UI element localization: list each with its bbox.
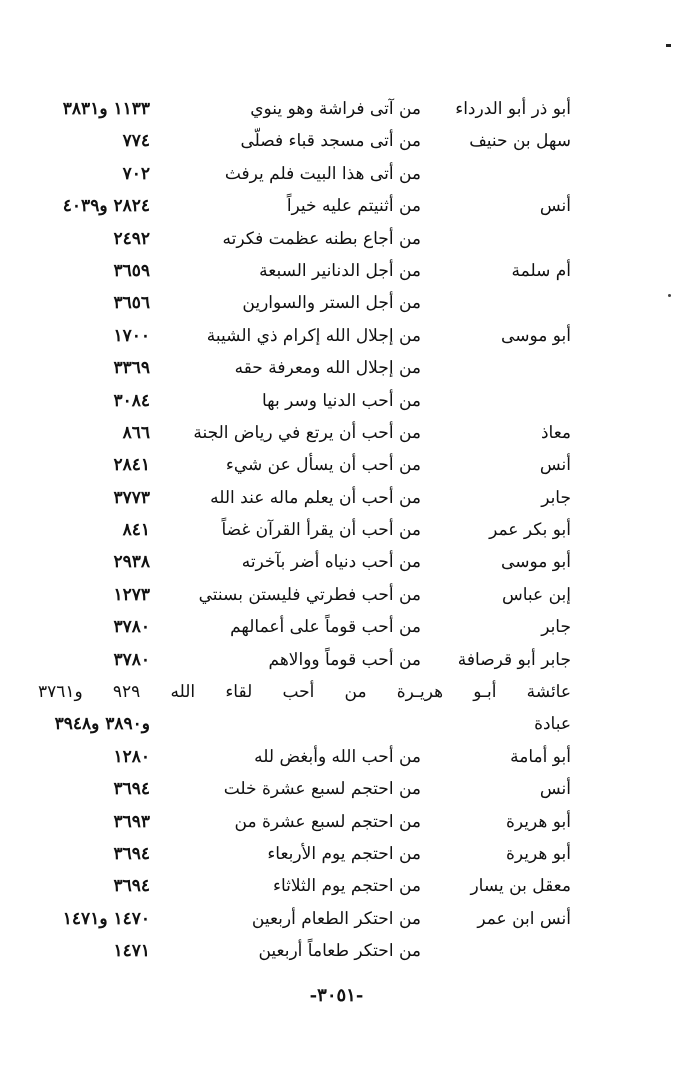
narrator: أبو ذر أبو الدرداء bbox=[455, 99, 571, 119]
reference-number: و٣٨٩٠ و٣٩٤٨ bbox=[54, 714, 150, 735]
reference-number: ٣٦٩٣ bbox=[113, 811, 150, 832]
narrator: سهل بن حنيف bbox=[469, 131, 571, 152]
hadith-text: من إجلال الله إكرام ذي الشيبة bbox=[206, 325, 421, 346]
index-row bbox=[0, 190, 673, 222]
hadith-text: من أتى هذا البيت فلم يرفث bbox=[224, 163, 421, 184]
index-row bbox=[0, 385, 673, 417]
index-row bbox=[0, 287, 673, 319]
reference-number: ٢٨٢٤ و٤٠٣٩ bbox=[62, 196, 150, 217]
index-row bbox=[0, 255, 673, 287]
hadith-text: من أحب الله وأبغض لله bbox=[254, 746, 421, 767]
narrator: أبو أمامة bbox=[510, 746, 571, 767]
reference-number: ٨٤١ bbox=[122, 520, 150, 541]
reference-number: ٣٠٨٤ bbox=[113, 390, 150, 411]
index-row bbox=[0, 708, 673, 740]
index-row bbox=[0, 644, 673, 676]
hadith-text: من احتكر طعاماً أربعين bbox=[258, 941, 421, 962]
index-row bbox=[0, 741, 673, 773]
reference-number: ٧٠٢ bbox=[122, 163, 150, 184]
page-number: -٣٠٥١- bbox=[309, 985, 364, 1006]
reference-number: ٣٦٩٤ bbox=[113, 876, 150, 897]
narrator: أنس ابن عمر bbox=[477, 908, 571, 929]
reference-number: ١٧٠٠ bbox=[113, 325, 150, 346]
hadith-text: من احتجم يوم الثلاثاء bbox=[272, 876, 421, 897]
index-row bbox=[0, 806, 673, 838]
index-row bbox=[0, 352, 673, 384]
hadith-text: من أجاع بطنه عظمت فكرته bbox=[222, 228, 421, 249]
hadith-text: من أثنيتم عليه خيراً bbox=[286, 196, 421, 217]
reference-number: ٧٧٤ bbox=[122, 131, 150, 152]
narrator: جابر أبو قرصافة bbox=[457, 649, 571, 670]
index-row bbox=[0, 125, 673, 157]
reference-number: ٣٦٥٩ bbox=[113, 260, 150, 281]
hadith-text: من احتجم يوم الأربعاء bbox=[267, 843, 421, 864]
narrator: أم سلمة bbox=[511, 260, 571, 281]
index-row bbox=[0, 320, 673, 352]
narrator: أبو بكر عمر bbox=[489, 520, 571, 541]
hadith-text: من أحب أن يرتع في رياض الجنة bbox=[193, 422, 421, 443]
index-row bbox=[0, 449, 673, 481]
reference-number: ٣٦٩٤ bbox=[113, 843, 150, 864]
narrator: أبو موسى bbox=[501, 552, 571, 573]
narrator: أبو هريرة bbox=[505, 843, 571, 864]
reference-number: ١٢٨٠ bbox=[113, 746, 150, 767]
reference-number: ١٤٧٠ و١٤٧١ bbox=[62, 908, 150, 929]
hadith-text: من أحب فطرتي فليستن بسنتي bbox=[198, 584, 421, 605]
hadith-index-list bbox=[0, 93, 673, 968]
reference-number: ١٤٧١ bbox=[113, 941, 150, 962]
index-row bbox=[0, 482, 673, 514]
reference-number: ٢٩٣٨ bbox=[113, 552, 150, 573]
narrator: أنس bbox=[539, 455, 571, 476]
narrator: أنس bbox=[539, 779, 571, 800]
hadith-text: من إجلال الله ومعرفة حقه bbox=[234, 358, 421, 379]
reference-number: ٢٤٩٢ bbox=[113, 228, 150, 249]
hadith-text: من أحب قوماً ووالاهم bbox=[268, 649, 421, 670]
corner-mark bbox=[666, 44, 671, 47]
hadith-text: من احتجم لسبع عشرة من bbox=[234, 811, 421, 832]
narrator: إبن عباس bbox=[501, 584, 571, 605]
reference-number: ٣٧٨٠ bbox=[113, 649, 150, 670]
narrator: معاذ bbox=[540, 422, 571, 443]
index-row bbox=[0, 611, 673, 643]
hadith-text: من أتى مسجد قباء فصلّى bbox=[240, 131, 421, 152]
reference-number: ٨٦٦ bbox=[122, 422, 150, 443]
reference-number: ١١٣٣ و٣٨٣١ bbox=[62, 99, 150, 119]
reference-number: ٣٧٨٠ bbox=[113, 617, 150, 638]
hadith-text: من أحب أن يقرأ القرآن غضاً bbox=[221, 520, 421, 541]
narrator: أبو هريرة bbox=[505, 811, 571, 832]
hadith-text: من أحب أن يسأل عن شيء bbox=[225, 455, 421, 476]
narrator: جابر bbox=[541, 617, 571, 638]
index-row bbox=[0, 417, 673, 449]
index-row bbox=[0, 903, 673, 935]
narrator: جابر bbox=[541, 487, 571, 508]
index-row bbox=[0, 838, 673, 870]
index-row bbox=[0, 93, 673, 125]
hadith-text: من أحب قوماً على أعمالهم bbox=[230, 617, 421, 638]
hadith-text: من أجل الستر والسوارين bbox=[242, 293, 421, 314]
hadith-text: من احتجم لسبع عشرة خلت bbox=[223, 779, 421, 800]
narrator: معقل بن يسار bbox=[470, 876, 571, 897]
hadith-text: من آتى فراشة وهو ينوي bbox=[250, 99, 421, 119]
index-row bbox=[0, 579, 673, 611]
index-row bbox=[0, 546, 673, 578]
index-row bbox=[0, 870, 673, 902]
index-row bbox=[0, 935, 673, 967]
hadith-text: من أحب أن يعلم ماله عند الله bbox=[210, 487, 421, 508]
reference-number: ١٢٧٣ bbox=[113, 584, 150, 605]
index-row bbox=[0, 514, 673, 546]
hadith-text: من احتكر الطعام أربعين bbox=[251, 908, 421, 929]
reference-number: ٢٨٤١ bbox=[113, 455, 150, 476]
index-row bbox=[0, 223, 673, 255]
index-row bbox=[0, 773, 673, 805]
reference-number: ٣٣٦٩ bbox=[113, 358, 150, 379]
reference-number: ٣٧٧٣ bbox=[113, 487, 150, 508]
hadith-text: من أحب دنياه أضر بآخرته bbox=[241, 552, 421, 573]
reference-number: ٣٦٥٦ bbox=[113, 293, 150, 314]
reference-number: ٣٦٩٤ bbox=[113, 779, 150, 800]
hadith-text: من أحب الدنيا وسر بها bbox=[261, 390, 421, 411]
hadith-text: من أجل الدنانير السبعة bbox=[259, 260, 421, 281]
narrator: أبو موسى bbox=[501, 325, 571, 346]
narrator: عبادة bbox=[534, 714, 571, 735]
index-row-merged bbox=[0, 676, 673, 708]
merged-entry-text: عائشة أبـو هريـرة من أحب لقاء الله ٩٢٩ و٣٧٦١ bbox=[38, 682, 571, 703]
index-row bbox=[0, 158, 673, 190]
narrator: أنس bbox=[539, 196, 571, 217]
